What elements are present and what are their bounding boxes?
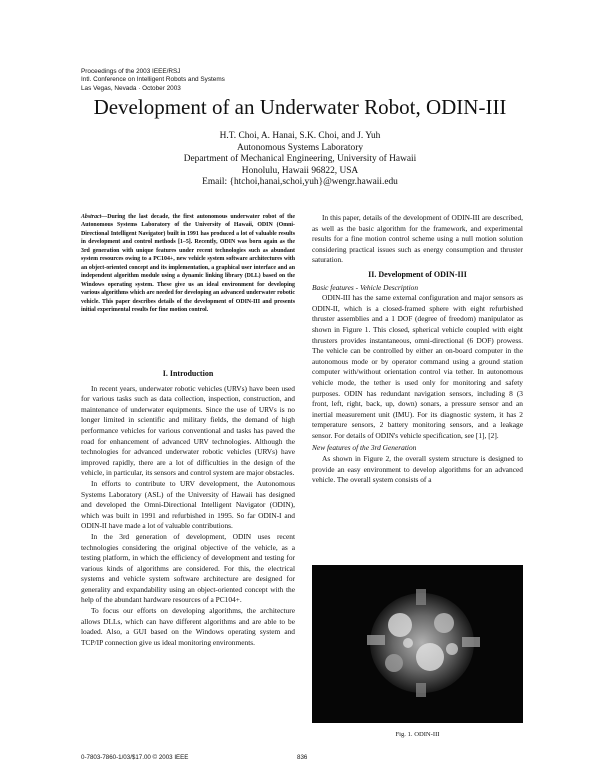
intro-paragraph-4: To focus our efforts on developing algorithms, the architecture allows DLLs, which can have different algorithms and are able to be loaded. Also, a GUI based on the Windows operating system and TCP/IP connection give us ideal monitoring environments. bbox=[81, 606, 295, 647]
new-features-paragraph: As shown in Figure 2, the overall system structure is designed to provide an easy environment to develop algorithms for an advanced vehicle. The overall system consists of a bbox=[312, 454, 523, 485]
robot-image bbox=[312, 565, 523, 723]
footer-isbn: 0-7803-7860-1/03/$17.00 © 2003 IEEE bbox=[81, 754, 189, 761]
section-1-heading: I. Introduction bbox=[162, 369, 214, 378]
intro-paragraph-3: In the 3rd generation of development, ODIN uses recent technologies considering the original objective of the vehicle, as a testing platform, in which the efficiency of development and testing for various kinds of algorithms are considered. For this, the electrical systems and vehicle system software architecture are designed for generality and expandability using an object-oriented concept with the help of the abundant hardware resources of a PC104+. bbox=[81, 531, 295, 605]
proceedings-line-2: Intl. Conference on Intelligent Robots and Systems bbox=[81, 76, 225, 84]
author-lab: Autonomous Systems Laboratory bbox=[236, 142, 364, 153]
paper-title: Development of an Underwater Robot, ODIN-III bbox=[93, 95, 507, 119]
subsection-new-features: New features of the 3rd Generation bbox=[312, 443, 417, 453]
proceedings-line-3: Las Vegas, Nevada · October 2003 bbox=[81, 84, 181, 92]
abstract-lead: Abstract— bbox=[81, 214, 108, 220]
author-address: Honolulu, Hawaii 96822, USA bbox=[241, 165, 359, 176]
page-number: 836 bbox=[297, 754, 308, 761]
proceedings-line-1: Proceedings of the 2003 IEEE/RSJ bbox=[81, 68, 181, 75]
basic-features-paragraph: ODIN-III has the same external configuration and major sensors as ODIN-II, which is a closed-framed sphere with eight refurbished thruster assemblies and a 1 DOF (degree of freedom) manipulator as shown in Figure 1. This closed, spherical vehicle coupled with eight thrusters provides instantaneous, omni-directional (6 DOF) prowess. The vehicle can be controlled by either an on-board computer in the autonomous mode or by operator command using a ground station computer with/without orientation control via tether. In autonomous vehicle mode, the tether is used only for monitoring and safety purposes. ODIN has redundant navigation sensors, including 8 (3 front, left, right, back, up, down) sonars, a pressure sensor and an inertial measurement unit (IMU). For its diagnostic system, it has 2 temperature sensors, 2 battery monitoring sensors, and a leakage sensor. For details of ODIN's vehicle specification, see [1], [2]. bbox=[312, 293, 523, 440]
left-column bbox=[81, 369, 295, 648]
author-block bbox=[0, 131, 600, 189]
figure-caption: Fig. 1. ODIN-III bbox=[395, 731, 440, 738]
odin-iii-photo bbox=[312, 565, 523, 723]
right-column bbox=[312, 213, 523, 486]
subsection-basic-features: Basic features - Vehicle Description bbox=[312, 282, 419, 292]
intro-paragraph-2: In efforts to contribute to URV development, the Autonomous Systems Laboratory (ASL) of the University of Hawaii has designed and developed the Omni-Directional Intelligent Navigator (ODIN), which was built in 1991 and refurbished in 1995. So far ODIN-I and ODIN-II have made a lot of valuable contributions. bbox=[81, 478, 295, 531]
section-2-heading: II. Development of ODIN-III bbox=[368, 269, 467, 279]
right-intro-paragraph: In this paper, details of the development of ODIN-III are described, as well as the basic algorithm for the framework, and experimental results for a fine motion control scheme using a null motion solution considering practical issues such as energy consumption and thruster saturation. bbox=[312, 213, 523, 265]
intro-paragraph-1: In recent years, underwater robotic vehicles (URVs) have been used for various tasks such as data collection, inspection, construction, and maintenance of underwater equipments. Since the use of URVs is no longer limited in scientific and military fields, the demand of high performance vehicles for various conventional and tasks has paved the road for enhancement of advanced URV technologies. Although the technologies for advanced underwater robotic vehicles (URVs) have improved rapidly, there are a lot of difficulties in the design of the vehicle, in particular, its sensors and control system are major obstacles. bbox=[81, 383, 295, 478]
proceedings-header bbox=[81, 68, 225, 93]
abstract bbox=[81, 213, 295, 314]
author-department: Department of Mechanical Engineering, University of Hawaii bbox=[183, 154, 417, 165]
author-email: Email: {htchoi,hanai,schoi,yuh}@wengr.hawaii.edu bbox=[202, 177, 398, 188]
author-names: H.T. Choi, A. Hanai, S.K. Choi, and J. Yuh bbox=[219, 131, 381, 141]
abstract-text: During the last decade, the first autonomous underwater robot of the Autonomous Systems Laboratory of the University of Hawaii, ODIN (Omni-Directional Intelligent Navigator) built in 1991 has produced a lot of valuable results in development and control methods [1–5]. Recently, ODIN was born again as the 3rd generation with unique features under recent technologies such as abundant system resources owing to a PC104+, new vehicle system software architectures with an object-oriented concept and its implementation, a graphical user interface and an independent algorithm module using a dynamic linking library (DLL) based on the Windows operating system. These give us an ideal environment for developing various algorithms which are needed for developing an advanced underwater robotic vehicle. This paper describes details of the development of ODIN-III and presents initial experimental results for fine motion control. bbox=[81, 214, 295, 313]
